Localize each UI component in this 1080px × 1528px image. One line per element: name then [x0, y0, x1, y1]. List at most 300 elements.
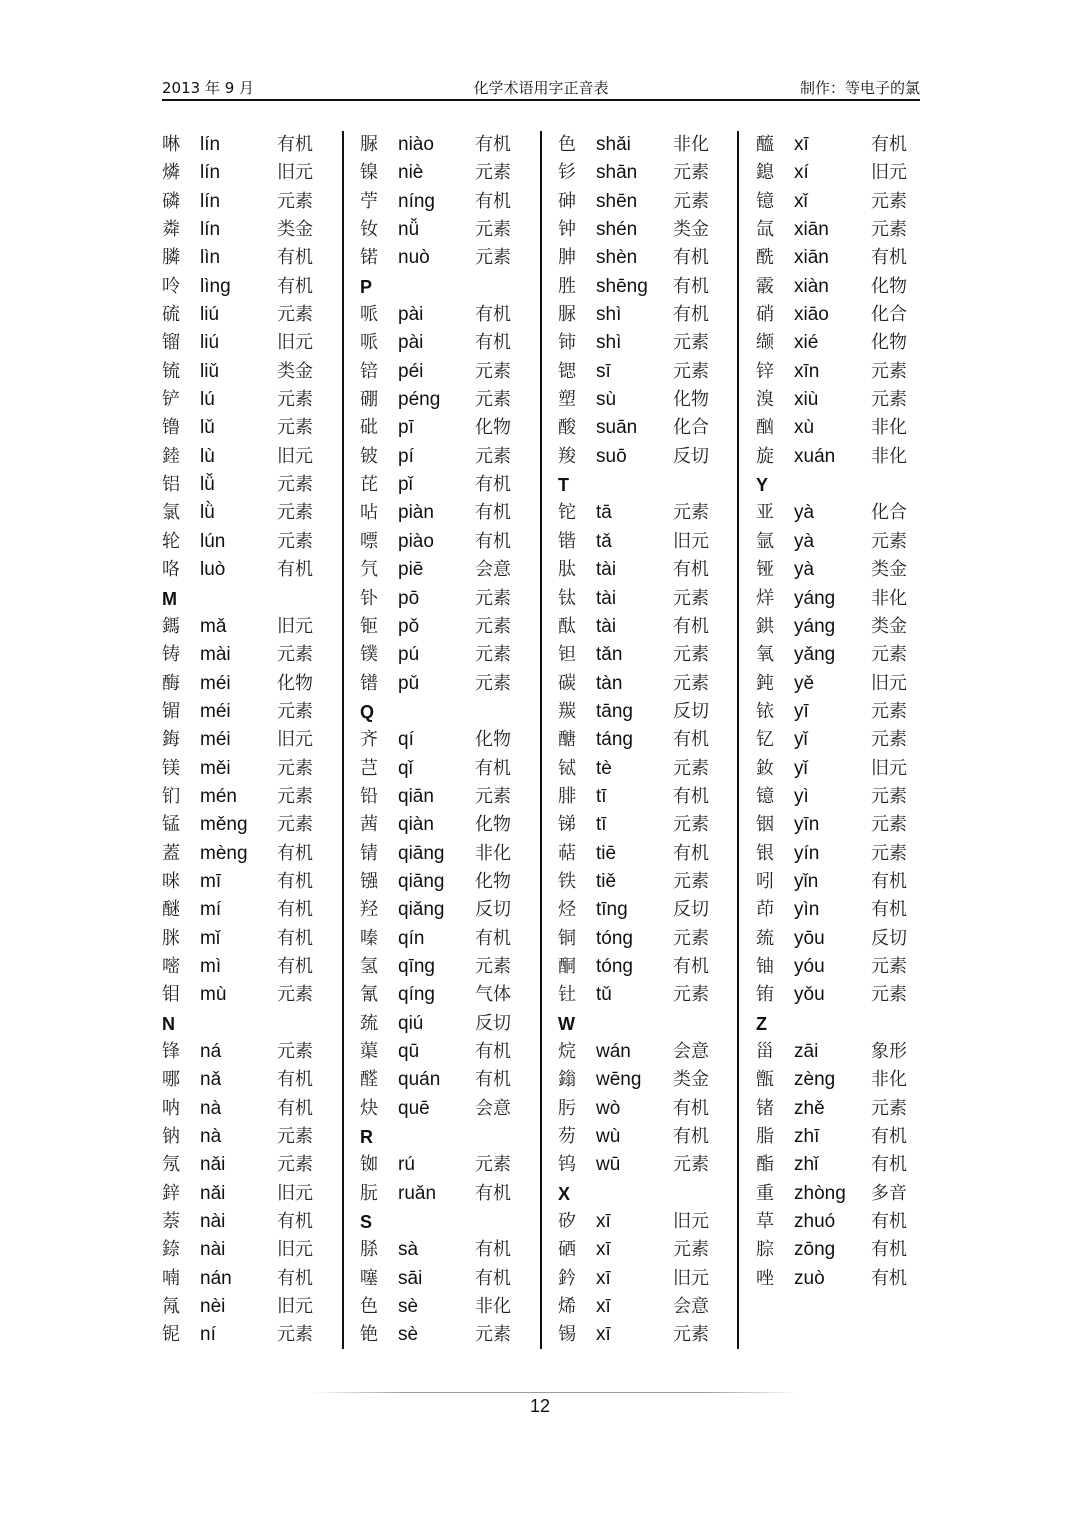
table-row [360, 1180, 538, 1208]
character-cell: 钠 [162, 1126, 180, 1148]
character-cell: 芑 [360, 757, 378, 779]
character-cell: 醛 [360, 1069, 378, 1091]
pinyin-cell: méi [200, 672, 231, 694]
pinyin-cell: méi [200, 700, 231, 722]
category-cell: 元素 [673, 927, 709, 949]
pinyin-cell: zāi [794, 1041, 819, 1062]
character-cell: 亚 [756, 502, 774, 524]
category-cell: 有机 [871, 1267, 907, 1289]
category-cell: 有机 [475, 332, 511, 354]
pinyin-cell: nà [200, 1126, 222, 1148]
pinyin-cell: tè [596, 757, 612, 779]
character-cell: 铯 [360, 1324, 378, 1346]
section-letter: R [360, 1127, 373, 1148]
character-cell: 腙 [756, 1239, 774, 1261]
pinyin-cell: lǚ [200, 474, 215, 496]
pinyin-cell: mén [200, 785, 237, 807]
character-cell: 烊 [756, 587, 774, 609]
category-cell: 非化 [475, 842, 511, 864]
category-cell: 元素 [277, 785, 313, 807]
category-cell: 化合 [673, 417, 709, 439]
category-cell: 旧元 [673, 530, 709, 552]
table-row [756, 670, 934, 698]
category-cell: 化合 [871, 304, 907, 326]
character-cell: 烷 [558, 1041, 576, 1062]
character-cell: 锗 [756, 1097, 774, 1119]
character-cell: 氝 [162, 1296, 180, 1318]
category-cell: 化物 [475, 814, 511, 836]
pinyin-cell: suān [596, 417, 638, 439]
table-row [756, 499, 934, 527]
pinyin-cell: pǐ [398, 474, 413, 496]
table-row [162, 1236, 340, 1264]
category-cell: 元素 [277, 530, 313, 552]
table-row [558, 811, 736, 839]
category-cell: 元素 [475, 360, 511, 382]
table-row [360, 868, 538, 896]
table-row [162, 726, 340, 754]
pinyin-cell: piàn [398, 502, 434, 524]
category-cell: 有机 [673, 559, 709, 581]
category-cell: 有机 [277, 559, 313, 581]
category-cell: 元素 [475, 672, 511, 694]
character-cell: 钽 [558, 644, 576, 666]
category-cell: 元素 [277, 304, 313, 326]
pinyin-cell: tiē [596, 842, 617, 864]
character-cell: 锌 [756, 360, 774, 382]
pinyin-cell: xiàn [794, 275, 829, 297]
table-row [756, 131, 934, 159]
character-cell: 重 [756, 1182, 774, 1204]
pinyin-cell: tīng [596, 899, 628, 921]
pinyin-cell: tiě [596, 870, 617, 892]
category-cell: 元素 [871, 360, 907, 382]
category-cell: 元素 [871, 729, 907, 751]
table-row [360, 1236, 538, 1264]
table-row [360, 131, 538, 159]
table-row [756, 868, 934, 896]
category-cell: 反切 [871, 927, 907, 949]
pinyin-cell: yǐ [794, 729, 808, 751]
character-cell: 烯 [558, 1296, 576, 1318]
category-cell: 旧元 [871, 757, 907, 779]
category-cell: 有机 [277, 842, 313, 864]
pronunciation-table [162, 131, 920, 1349]
table-row [162, 1293, 340, 1321]
table-row [360, 613, 538, 641]
character-cell: 镤 [360, 644, 378, 666]
category-cell: 元素 [475, 644, 511, 666]
category-cell: 元素 [277, 644, 313, 666]
table-row [360, 953, 538, 981]
table-row [162, 896, 340, 924]
pinyin-cell: yà [794, 530, 815, 552]
table-row [360, 726, 538, 754]
table-row [756, 953, 934, 981]
pinyin-cell: ná [200, 1041, 222, 1062]
category-cell: 有机 [475, 1239, 511, 1261]
category-cell: 旧元 [277, 162, 313, 184]
category-cell: 元素 [673, 757, 709, 779]
section-letter-row [558, 1010, 736, 1038]
table-row [162, 358, 340, 386]
table-column-2 [360, 131, 538, 1349]
character-cell: 银 [756, 842, 774, 864]
character-cell: 嘌 [360, 530, 378, 552]
category-cell: 非化 [871, 587, 907, 609]
header-date: 2013 年 9 月 [162, 79, 255, 97]
character-cell: 脎 [360, 1239, 378, 1261]
table-row [360, 925, 538, 953]
pinyin-cell: lìn [200, 247, 221, 269]
category-cell: 元素 [673, 1239, 709, 1261]
pinyin-cell: yǎng [794, 644, 836, 666]
table-column-1 [162, 131, 340, 1349]
table-row [756, 556, 934, 584]
character-cell: 旋 [756, 445, 774, 467]
category-cell: 化物 [475, 417, 511, 439]
table-row [162, 1095, 340, 1123]
character-cell: 氙 [756, 219, 774, 241]
category-cell: 化物 [673, 389, 709, 411]
header-title: 化学术语用字正音表 [473, 79, 609, 97]
table-row [756, 896, 934, 924]
character-cell: 鈍 [756, 672, 774, 694]
category-cell: 元素 [277, 700, 313, 722]
character-cell: 锴 [558, 530, 576, 552]
category-cell: 反切 [475, 1012, 511, 1034]
pinyin-cell: shì [596, 332, 622, 354]
pinyin-cell: zhě [794, 1097, 825, 1119]
table-row [756, 386, 934, 414]
section-letter-row [162, 585, 340, 613]
pinyin-cell: liú [200, 332, 220, 354]
table-row [756, 613, 934, 641]
character-cell: 钼 [162, 984, 180, 1006]
character-cell: 铅 [360, 785, 378, 807]
pinyin-cell: níng [398, 190, 435, 212]
pinyin-cell: pài [398, 332, 424, 354]
table-row [162, 1038, 340, 1066]
section-letter-row [360, 1208, 538, 1236]
character-cell: 硒 [558, 1239, 576, 1261]
pinyin-cell: lín [200, 219, 221, 241]
character-cell: 铊 [558, 502, 576, 524]
pinyin-cell: yǐ [794, 757, 808, 779]
pinyin-cell: mǎ [200, 615, 227, 637]
category-cell: 元素 [277, 1324, 313, 1346]
pinyin-cell: xù [794, 417, 815, 439]
table-row [558, 1095, 736, 1123]
pinyin-cell: méi [200, 729, 231, 751]
pinyin-cell: xī [596, 1324, 611, 1346]
character-cell: 鉷 [756, 615, 774, 637]
section-letter: N [162, 1013, 175, 1034]
section-letter: X [558, 1183, 571, 1204]
character-cell: 硼 [360, 389, 378, 411]
category-cell: 会意 [673, 1296, 709, 1318]
character-cell: 粦 [162, 219, 180, 241]
character-cell: 霰 [756, 275, 774, 297]
table-row [756, 1151, 934, 1179]
character-cell: 砷 [558, 190, 576, 212]
pinyin-cell: shèn [596, 247, 638, 269]
character-cell: 苧 [360, 190, 378, 212]
character-cell: 甑 [756, 1069, 774, 1091]
character-cell: 肟 [558, 1097, 576, 1119]
character-cell: 铱 [756, 700, 774, 722]
category-cell: 非化 [871, 445, 907, 467]
character-cell: 氧 [756, 644, 774, 666]
category-cell: 有机 [673, 1097, 709, 1119]
pinyin-cell: wū [596, 1154, 621, 1176]
table-row [162, 698, 340, 726]
category-cell: 元素 [475, 587, 511, 609]
character-cell: 脂 [756, 1126, 774, 1148]
table-row [756, 783, 934, 811]
category-cell: 元素 [277, 502, 313, 524]
table-row [558, 1265, 736, 1293]
category-cell: 有机 [475, 304, 511, 326]
pinyin-cell: qiāng [398, 842, 445, 864]
table-row [558, 528, 736, 556]
character-cell: 茜 [360, 814, 378, 836]
pinyin-cell: mí [200, 899, 222, 921]
category-cell: 类金 [673, 1069, 709, 1091]
pinyin-cell: yì [794, 785, 809, 807]
table-row [558, 1321, 736, 1349]
table-row [162, 1208, 340, 1236]
character-cell: 镪 [360, 870, 378, 892]
character-cell: 茚 [756, 899, 774, 921]
category-cell: 旧元 [277, 332, 313, 354]
table-row [360, 1066, 538, 1094]
category-cell: 元素 [871, 700, 907, 722]
page-number: 12 [529, 1396, 551, 1416]
category-cell: 元素 [277, 474, 313, 496]
category-cell: 元素 [475, 162, 511, 184]
table-row [162, 868, 340, 896]
pinyin-cell: qiú [398, 1012, 424, 1034]
pinyin-cell: pī [398, 417, 414, 439]
pinyin-cell: tǎn [596, 644, 623, 666]
section-letter-row [756, 1010, 934, 1038]
pinyin-cell: qín [398, 927, 425, 949]
table-row [360, 1321, 538, 1349]
character-cell: 钛 [558, 587, 576, 609]
pinyin-cell: shān [596, 162, 638, 184]
category-cell: 化物 [871, 332, 907, 354]
table-row [756, 1095, 934, 1123]
table-row [558, 1236, 736, 1264]
pinyin-cell: tóng [596, 955, 633, 977]
character-cell: 镍 [360, 162, 378, 184]
section-letter-row [162, 1010, 340, 1038]
character-cell: 钐 [558, 162, 576, 184]
table-row [360, 840, 538, 868]
pinyin-cell: tóng [596, 927, 633, 949]
category-cell: 类金 [277, 219, 313, 241]
pinyin-cell: liǔ [200, 360, 220, 382]
category-cell: 元素 [673, 814, 709, 836]
character-cell: 锶 [558, 360, 576, 382]
table-row [558, 329, 736, 357]
character-cell: 萘 [162, 1211, 180, 1233]
pinyin-cell: péng [398, 389, 441, 411]
category-cell: 有机 [871, 1239, 907, 1261]
category-cell: 有机 [871, 134, 907, 155]
pinyin-cell: pú [398, 644, 420, 666]
character-cell: 呐 [162, 1097, 180, 1119]
table-row [558, 698, 736, 726]
character-cell: 钷 [360, 615, 378, 637]
table-row [558, 783, 736, 811]
section-letter: T [558, 475, 569, 496]
character-cell: 巯 [360, 1012, 378, 1034]
character-cell: 咯 [162, 559, 180, 581]
pinyin-cell: quán [398, 1069, 441, 1091]
pinyin-cell: sè [398, 1296, 419, 1318]
category-cell: 气体 [475, 984, 511, 1006]
pinyin-cell: zōng [794, 1239, 836, 1261]
character-cell: 肽 [558, 559, 576, 581]
table-column-4 [756, 131, 934, 1349]
pinyin-cell: xī [596, 1211, 611, 1233]
pinyin-cell: tī [596, 814, 607, 836]
pinyin-cell: zhuó [794, 1211, 836, 1233]
pinyin-cell: shén [596, 219, 638, 241]
table-row [756, 216, 934, 244]
character-cell: 哌 [360, 332, 378, 354]
pinyin-cell: nán [200, 1267, 232, 1289]
pinyin-cell: tā [596, 502, 612, 524]
pinyin-cell: shēng [596, 275, 648, 297]
character-cell: 钍 [558, 984, 576, 1006]
character-cell: 硫 [162, 304, 180, 326]
table-row [756, 811, 934, 839]
pinyin-cell: nà [200, 1097, 222, 1119]
pinyin-cell: yīn [794, 814, 820, 836]
character-cell: 铷 [360, 1154, 378, 1176]
table-row [360, 358, 538, 386]
table-row [756, 755, 934, 783]
table-row [162, 1321, 340, 1349]
table-row [162, 981, 340, 1009]
section-letter-row [360, 698, 538, 726]
table-row [360, 386, 538, 414]
category-cell: 反切 [475, 899, 511, 921]
character-cell: 炔 [360, 1097, 378, 1119]
character-cell: 钕 [360, 219, 378, 241]
category-cell: 有机 [277, 275, 313, 297]
pinyin-cell: luò [200, 559, 226, 581]
table-row [360, 896, 538, 924]
character-cell: 硝 [756, 304, 774, 326]
category-cell: 元素 [475, 445, 511, 467]
category-cell: 元素 [673, 644, 709, 666]
pinyin-cell: yáng [794, 587, 836, 609]
table-row [360, 471, 538, 499]
table-row [162, 386, 340, 414]
character-cell: 咪 [162, 870, 180, 892]
category-cell: 化合 [871, 502, 907, 524]
table-row [360, 755, 538, 783]
category-cell: 元素 [475, 785, 511, 807]
table-row [360, 670, 538, 698]
category-cell: 元素 [871, 530, 907, 552]
pinyin-cell: sù [596, 389, 617, 411]
table-row [756, 925, 934, 953]
category-cell: 元素 [277, 1126, 313, 1148]
table-row [162, 840, 340, 868]
table-row [756, 1180, 934, 1208]
table-row [558, 1066, 736, 1094]
table-row [360, 1293, 538, 1321]
character-cell: 醣 [558, 729, 576, 751]
table-row [360, 1151, 538, 1179]
character-cell: 錴 [162, 445, 180, 467]
category-cell: 元素 [673, 502, 709, 524]
category-cell: 元素 [871, 984, 907, 1006]
character-cell: 铜 [558, 927, 576, 949]
table-row [162, 925, 340, 953]
character-cell: 轮 [162, 530, 180, 552]
category-cell: 有机 [475, 474, 511, 496]
table-row [360, 188, 538, 216]
pinyin-cell: zuò [794, 1267, 825, 1289]
pinyin-cell: yǐn [794, 870, 819, 892]
pinyin-cell: sāi [398, 1267, 423, 1289]
category-cell: 元素 [871, 785, 907, 807]
character-cell: 氰 [360, 984, 378, 1006]
table-row [756, 1208, 934, 1236]
category-cell: 会意 [475, 559, 511, 581]
character-cell: 镨 [360, 672, 378, 694]
category-cell: 元素 [673, 1154, 709, 1176]
table-row [360, 585, 538, 613]
pinyin-cell: mài [200, 644, 231, 666]
category-cell: 有机 [277, 955, 313, 977]
character-cell: 钔 [162, 785, 180, 807]
table-row [558, 868, 736, 896]
pinyin-cell: sà [398, 1239, 419, 1261]
character-cell: 铝 [162, 474, 180, 496]
table-row [360, 159, 538, 187]
pinyin-cell: piē [398, 559, 424, 581]
category-cell: 有机 [871, 1211, 907, 1233]
table-row [162, 499, 340, 527]
table-row [360, 783, 538, 811]
pinyin-cell: péi [398, 360, 424, 382]
pinyin-cell: lìng [200, 275, 231, 297]
table-row [162, 1123, 340, 1151]
pinyin-cell: zhī [794, 1126, 820, 1148]
character-cell: 锑 [558, 814, 576, 836]
table-row [558, 1038, 736, 1066]
category-cell: 元素 [277, 814, 313, 836]
section-letter-row [558, 1180, 736, 1208]
category-cell: 有机 [475, 1182, 511, 1204]
pinyin-cell: pí [398, 445, 414, 467]
category-cell: 类金 [277, 360, 313, 382]
category-cell: 元素 [673, 162, 709, 184]
table-row [756, 188, 934, 216]
pinyin-cell: lín [200, 190, 221, 212]
pinyin-cell: mù [200, 984, 227, 1006]
character-cell: 酗 [756, 417, 774, 439]
table-row [756, 1265, 934, 1293]
table-row [558, 896, 736, 924]
